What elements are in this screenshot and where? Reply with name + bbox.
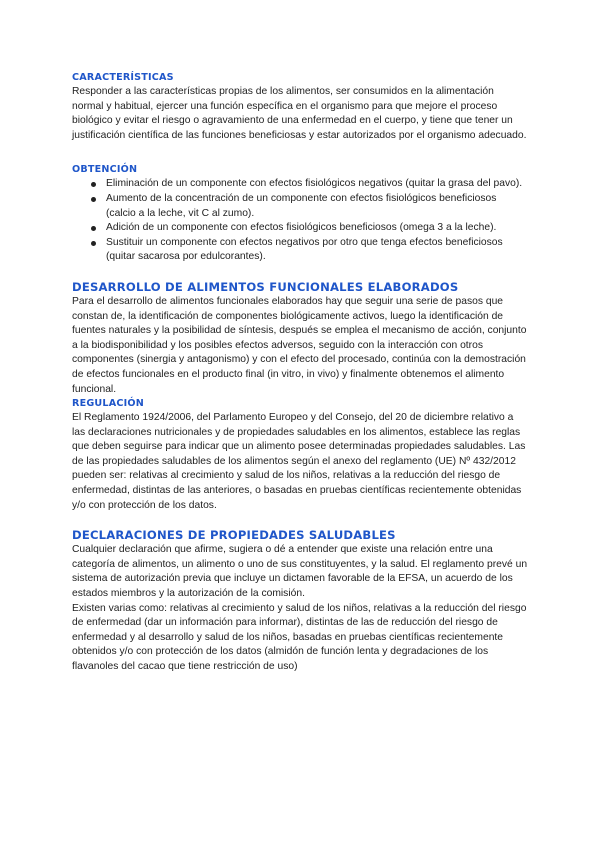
heading-declaraciones: DECLARACIONES DE PROPIEDADES SALUDABLES bbox=[72, 528, 396, 543]
heading-desarrollo: DESARROLLO DE ALIMENTOS FUNCIONALES ELABORADOS bbox=[72, 279, 459, 294]
list-obtencion bbox=[72, 177, 528, 265]
heading-caracteristicas: CARACTERÍSTICAS bbox=[72, 72, 174, 83]
paragraph-declaraciones-2: Existen varias como: relativas al crecimiento y salud de los niños, relativas a la reducción del riesgo de enfermedad (dar un información para informar), distintas de las de reducción del riesgo de enfermedad y al desarrollo y salud de los niños, basadas en pruebas científicas recientemente obtenidos y/o con protección de los datos (almidón de función lenta y degradaciones de los flavanoles del cacao que tiene restricción de uso) bbox=[72, 602, 527, 672]
list-item: Eliminación de un componente con efectos fisiológicos negativos (quitar la grasa del pavo). bbox=[72, 177, 528, 192]
list-item: Adición de un componente con efectos fisiológicos beneficiosos (omega 3 a la leche). bbox=[72, 221, 528, 236]
paragraph-caracteristicas: Responder a las características propias de los alimentos, ser consumidos en la alimentación normal y habitual, ejercer una función específica en el organismo para que mejore el proceso biológico y evitar el riesgo o agravamiento de una enfermedad en el cuerpo, y tiene que tener un justificación científica de las funciones beneficiosas y estar autorizados por el organismo adecuado. bbox=[72, 86, 527, 141]
paragraph-declaraciones-1: Cualquier declaración que afirme, sugiera o dé a entender que existe una relación entre una categoría de alimentos, un alimento o uno de sus constituyentes, y la salud. El reglamento prevé un sistema de autorización previa que incluye un dictamen favorable de la EFSA, un acuerdo de los estados miembros y la autorización de la comisión. bbox=[72, 544, 528, 600]
list-item: Sustituir un componente con efectos negativos por otro que tenga efectos beneficiosos (quitar sacarosa por edulcorantes). bbox=[72, 236, 528, 265]
heading-obtencion: OBTENCIÓN bbox=[72, 164, 138, 176]
paragraph-regulacion: El Reglamento 1924/2006, del Parlamento Europeo y del Consejo, del 20 de diciembre relativo a las declaraciones nutricionales y de propiedades saludables en los alimentos, establece las reglas que deben seguirse para indicar que un alimento posee determinadas propiedades saludables. Las de las propiedades saludables de los alimentos según el anexo del reglamento (UE) Nº 432/2012 pueden ser: relativas al crecimiento y salud de los niños, relativas a la reducción del riesgo de enfermedad, distintas de las anteriores, o basadas en pruebas científicas recientemente obtenidas y/o con protección de los datos. bbox=[72, 412, 526, 511]
list-item: Aumento de la concentración de un componente con efectos fisiológicos beneficiosos (calcio a la leche, vit C al zumo). bbox=[72, 192, 528, 221]
heading-regulacion: REGULACIÓN bbox=[72, 398, 144, 410]
document-content bbox=[72, 71, 528, 675]
paragraph-desarrollo: Para el desarrollo de alimentos funcionales elaborados hay que seguir una serie de pasos que constan de, la identificación de componentes biológicamente activos, luego la identificación de fuentes naturales y la posibilidad de síntesis, después se emplea el mecanismo de acción, conjunto a la biodisponibilidad y los posibles efectos adversos, seguido con la interacción con otros componentes (sinergia y antagonismo) y con el efecto del procesado, continúa con la demostración de efectos funcionales en el producto final (in vitro, in vivo) y finalmente obtenemos el alimento funcional. bbox=[72, 295, 527, 395]
